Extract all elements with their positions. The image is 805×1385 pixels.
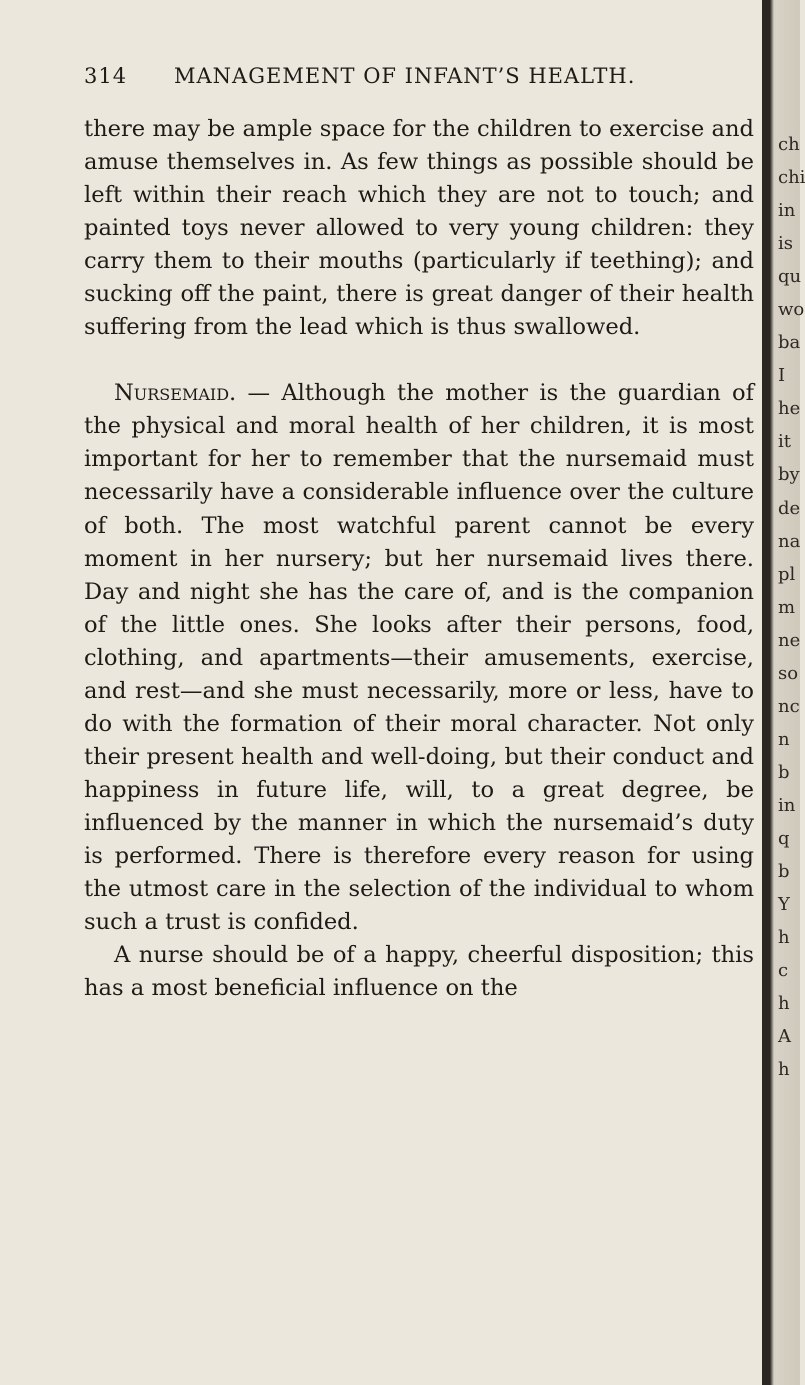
facing-page-fragment: qu [778,266,802,288]
facing-page-fragment: chi [778,167,805,189]
facing-page-fragment: pl [778,563,796,585]
facing-page-fragment: n [778,728,790,750]
paragraph-nursemaid [84,377,754,939]
facing-page-fragment: h [778,927,790,949]
facing-page-fragment: m [778,596,796,618]
facing-page-fragment: h [778,993,790,1015]
facing-page-fragment: ba [778,332,801,354]
section-heading-nursemaid: Nursemaid. [114,380,237,407]
facing-page-fragment: in [778,794,796,816]
facing-page-fragment: c [778,960,789,982]
body-text [84,113,754,1005]
paragraph-nurse-disposition: A nurse should be of a happy, cheerful disposition; this has a most beneficial influence on the [84,942,754,1002]
facing-page-fragment: b [778,861,790,883]
paragraph-toys: there may be ample space for the children to exercise and amuse themselves in. As few things as possible should be left within their reach which they are not to touch; and painted toys never allowed to very young children: they carry them to their mouths (particularly if teething); and sucking off the paint, there is great danger of their health suffering from the lead which is thus swallowed. [84,116,754,341]
running-title: MANAGEMENT OF INFANT’S HEALTH. [174,64,636,88]
facing-page-fragment: ne [778,629,801,651]
facing-page-fragment: q [778,827,790,849]
facing-page-fragments [778,128,805,1086]
facing-page-fragment: he [778,398,801,420]
facing-page-fragment: I [778,365,786,387]
running-head [84,64,754,88]
facing-page-fragment: ch [778,134,800,155]
facing-page-fragment: de [778,497,801,519]
facing-page-fragment: so [778,662,799,684]
facing-page-fragment: it [778,431,791,453]
facing-page-fragment: h [778,1059,790,1081]
page-number: 314 [84,64,128,88]
facing-page-fragment: in [778,200,796,222]
facing-page-fragment: by [778,464,800,486]
facing-page-fragment: Y [778,894,790,916]
facing-page-fragment: is [778,233,793,255]
facing-page-fragment: A [778,1026,791,1048]
facing-page-fragment: wo [778,299,805,321]
facing-page-fragment: b [778,761,790,783]
facing-page-fragment: nc [778,695,800,717]
paragraph-nursemaid-body: — Although the mother is the guardian of the physical and moral health of her children, it is most important for her to remember that the nursemaid must necessarily have a considerable influence over the culture of both. The most watchful parent cannot be every moment in her nursery; but her nursemaid lives there. Day and night she has the care of, and is the companion of the little ones. She looks after their persons, food, clothing, and apartments—their amusements, exercise, and rest—and she must necessarily, more or less, have to do with the formation of their moral character. Not only their present health and well-doing, but their conduct and happiness in future life, will, to a great degree, be influenced by the manner in which the nursemaid’s duty is performed. There is therefore every reason for using the utmost care in the selection of the individual to whom such a trust is confided. [84,380,754,936]
facing-page-fragment: na [778,530,801,552]
